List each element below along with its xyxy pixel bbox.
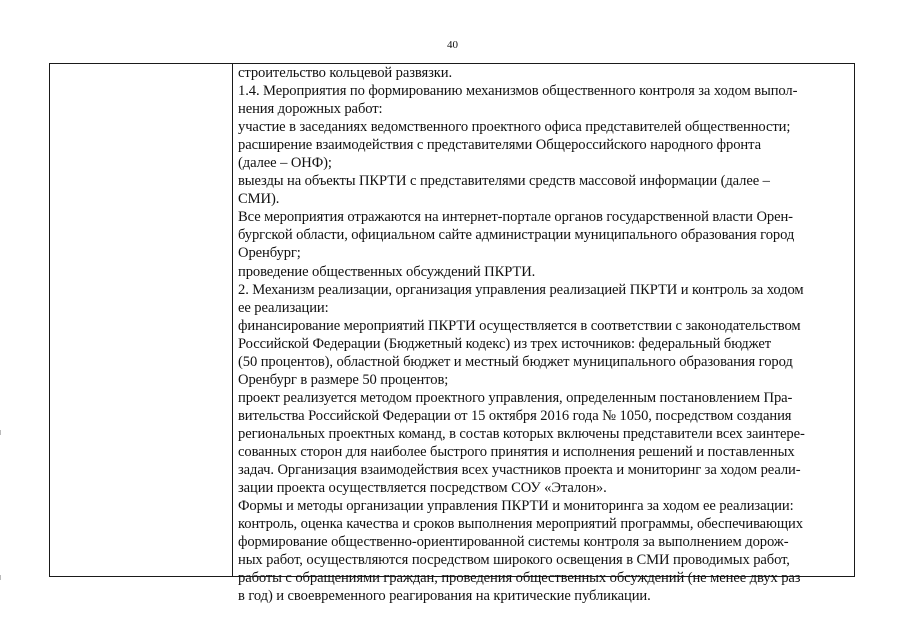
text-line: участие в заседаниях ведомственного проектного офиса представителей общественности; [238, 119, 791, 136]
scan-margin-mark [0, 575, 1, 580]
table-left-cell [50, 64, 233, 576]
text-line: ных работ, осуществляются посредством широкого освещения в СМИ проводимых работ, [238, 552, 790, 569]
text-line: Все мероприятия отражаются на интернет-портале органов государственной власти Орен- [238, 209, 793, 226]
text-line: (50 процентов), областной бюджет и местный бюджет муниципального образования город [238, 353, 793, 370]
text-line: задач. Организация взаимодействия всех участников проекта и мониторинг за ходом реали- [238, 462, 801, 479]
text-line: финансирование мероприятий ПКРТИ осуществляется в соответствии с законодательством [238, 317, 801, 334]
text-line: формирование общественно-ориентированной системы контроля за выполнением дорож- [238, 534, 789, 551]
text-line: контроль, оценка качества и сроков выполнения мероприятий программы, обеспечивающих [238, 516, 803, 533]
text-line: Оренбург в размере 50 процентов; [238, 371, 449, 388]
text-line: Российской Федерации (Бюджетный кодекс) из трех источников: федеральный бюджет [238, 335, 772, 352]
text-line: зации проекта осуществляется посредством СОУ «Эталон». [238, 480, 607, 497]
text-line: проект реализуется методом проектного управления, определенным постановлением Пра- [238, 389, 793, 406]
text-line: региональных проектных команд, в состав которых включены представители всех заинтере- [238, 425, 805, 442]
text-line: (далее – ОНФ); [238, 155, 332, 172]
text-line: сованных сторон для наиболее быстрого принятия и исполнения решений и поставленных [238, 443, 795, 460]
text-line: строительство кольцевой развязки. [238, 65, 453, 81]
text-line: бургской области, официальном сайте администрации муниципального образования город [238, 227, 795, 244]
text-line: выезды на объекты ПКРТИ с представителями средств массовой информации (далее – [238, 173, 770, 190]
text-line: вительства Российской Федерации от 15 октября 2016 года № 1050, посредством создания [238, 407, 792, 424]
text-line: 2. Механизм реализации, организация управления реализацией ПКРТИ и контроль за ходом [238, 281, 804, 298]
text-line: работы с обращениями граждан, проведения общественных обсуждений (не менее двух раз [238, 570, 801, 587]
text-line: в год) и своевременного реагирования на критические публикации. [238, 588, 651, 605]
scan-margin-mark [0, 430, 1, 435]
text-line: расширение взаимодействия с представителями Общероссийского народного фронта [238, 137, 761, 154]
text-line: проведение общественных обсуждений ПКРТИ. [238, 263, 536, 280]
text-line: ее реализации: [238, 299, 329, 316]
page-number: 40 [447, 39, 458, 51]
text-line: Оренбург; [238, 245, 301, 262]
text-line: СМИ). [238, 191, 280, 208]
document-table [49, 63, 855, 605]
text-line: нения дорожных работ: [238, 101, 383, 118]
text-line: Формы и методы организации управления ПКРТИ и мониторинга за ходом ее реализации: [238, 498, 794, 515]
text-line: 1.4. Мероприятия по формированию механизмов общественного контроля за ходом выпол- [238, 83, 798, 100]
table-right-cell [233, 64, 854, 605]
